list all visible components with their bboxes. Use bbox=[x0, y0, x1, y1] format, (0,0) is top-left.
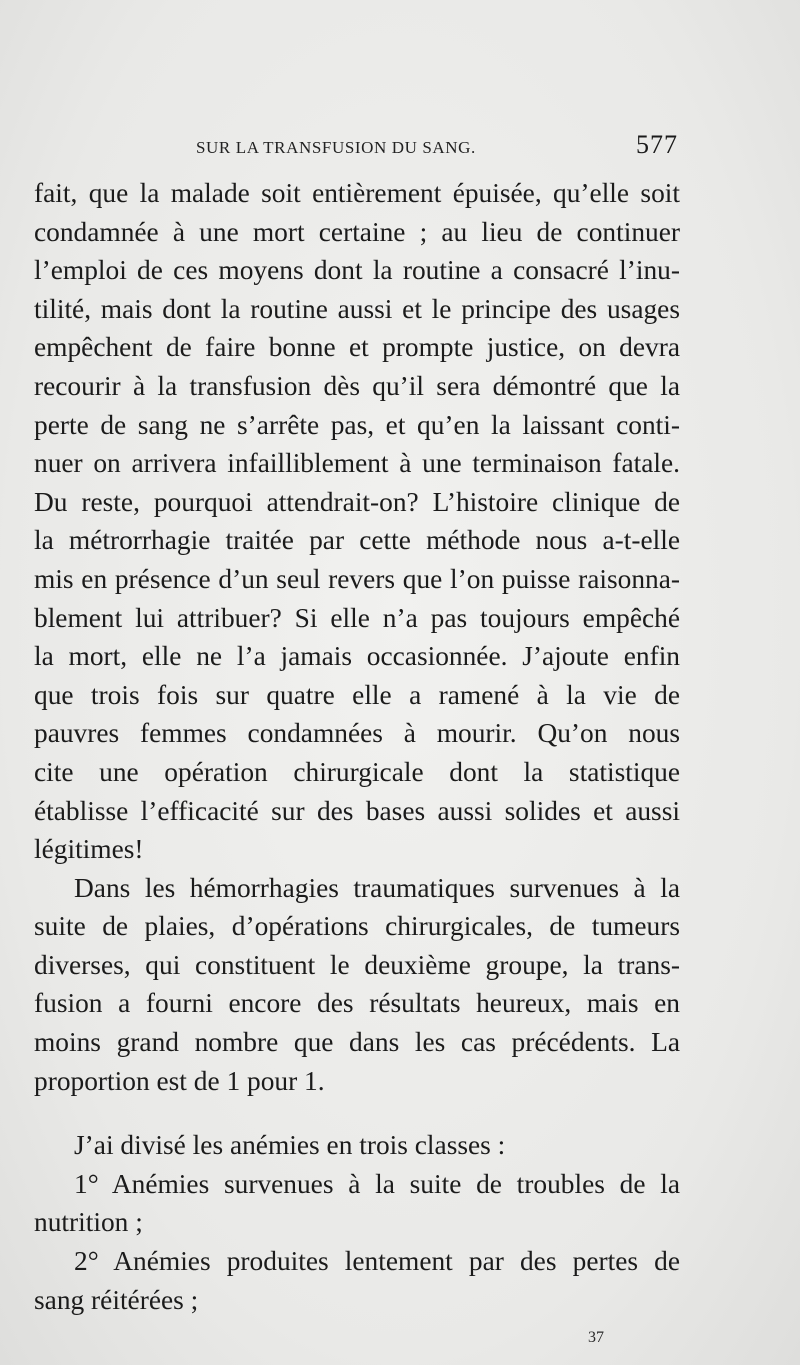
text-line: perte de sang ne s’arrête pas, et qu’en la laissant conti- bbox=[34, 409, 680, 440]
text-line: pauvres femmes condamnées à mourir. Qu’on nous bbox=[34, 718, 680, 749]
text-line: Dans les hémorrhagies traumatiques survenues à la bbox=[74, 872, 680, 903]
text-line: suite de plaies, d’opérations chirurgicales, de tumeurs bbox=[34, 911, 680, 942]
text-line: la mort, elle ne l’a jamais occasionnée. J’ajoute enfin bbox=[34, 641, 680, 672]
text-line: tilité, mais dont la routine aussi et le principe des usages bbox=[34, 293, 680, 324]
signature-mark: 37 bbox=[588, 1329, 604, 1346]
text-line: recourir à la transfusion dès qu’il sera démontré que la bbox=[34, 370, 680, 401]
body-text bbox=[34, 174, 680, 1319]
text-line: nuer on arrivera infailliblement à une terminaison fatale. bbox=[34, 448, 680, 479]
text-line: condamnée à une mort certaine ; au lieu de continuer bbox=[34, 216, 680, 247]
text-line: mis en présence d’un seul revers que l’on puisse raisonna- bbox=[34, 563, 680, 594]
text-line: 1° Anémies survenues à la suite de troubles de la bbox=[74, 1168, 680, 1199]
paragraph-gap bbox=[34, 1100, 680, 1126]
text-line: établisse l’efficacité sur des bases aussi solides et aussi bbox=[34, 795, 680, 826]
text-line: empêchent de faire bonne et prompte justice, on devra bbox=[34, 332, 680, 363]
text-line: diverses, qui constituent le deuxième groupe, la trans- bbox=[34, 949, 680, 980]
running-title: SUR LA TRANSFUSION DU SANG. bbox=[196, 138, 476, 157]
text-line: cite une opération chirurgicale dont la statistique bbox=[34, 756, 680, 787]
text-line: la métrorrhagie traitée par cette méthode nous a-t-elle bbox=[34, 525, 680, 556]
page-number: 577 bbox=[636, 130, 678, 159]
text-line: Du reste, pourquoi attendrait-on? L’histoire clinique de bbox=[34, 486, 680, 517]
text-line: 2° Anémies produites lentement par des pertes de bbox=[74, 1246, 680, 1277]
text-line: légitimes! bbox=[34, 834, 144, 865]
text-line: J’ai divisé les anémies en trois classes : bbox=[74, 1130, 506, 1161]
text-line: que trois fois sur quatre elle a ramené à la vie de bbox=[34, 679, 680, 710]
text-line: proportion est de 1 pour 1. bbox=[34, 1065, 325, 1096]
text-line: nutrition ; bbox=[34, 1207, 143, 1238]
text-line: blement lui attribuer? Si elle n’a pas toujours empêché bbox=[34, 602, 680, 633]
text-line: moins grand nombre que dans les cas précédents. La bbox=[34, 1027, 680, 1058]
text-line: l’emploi de ces moyens dont la routine a consacré l’inu- bbox=[34, 255, 680, 286]
text-line: sang réitérées ; bbox=[34, 1284, 199, 1315]
text-line: fusion a fourni encore des résultats heureux, mais en bbox=[34, 988, 680, 1019]
text-line: fait, que la malade soit entièrement épuisée, qu’elle soit bbox=[34, 178, 680, 208]
running-head bbox=[36, 130, 682, 178]
